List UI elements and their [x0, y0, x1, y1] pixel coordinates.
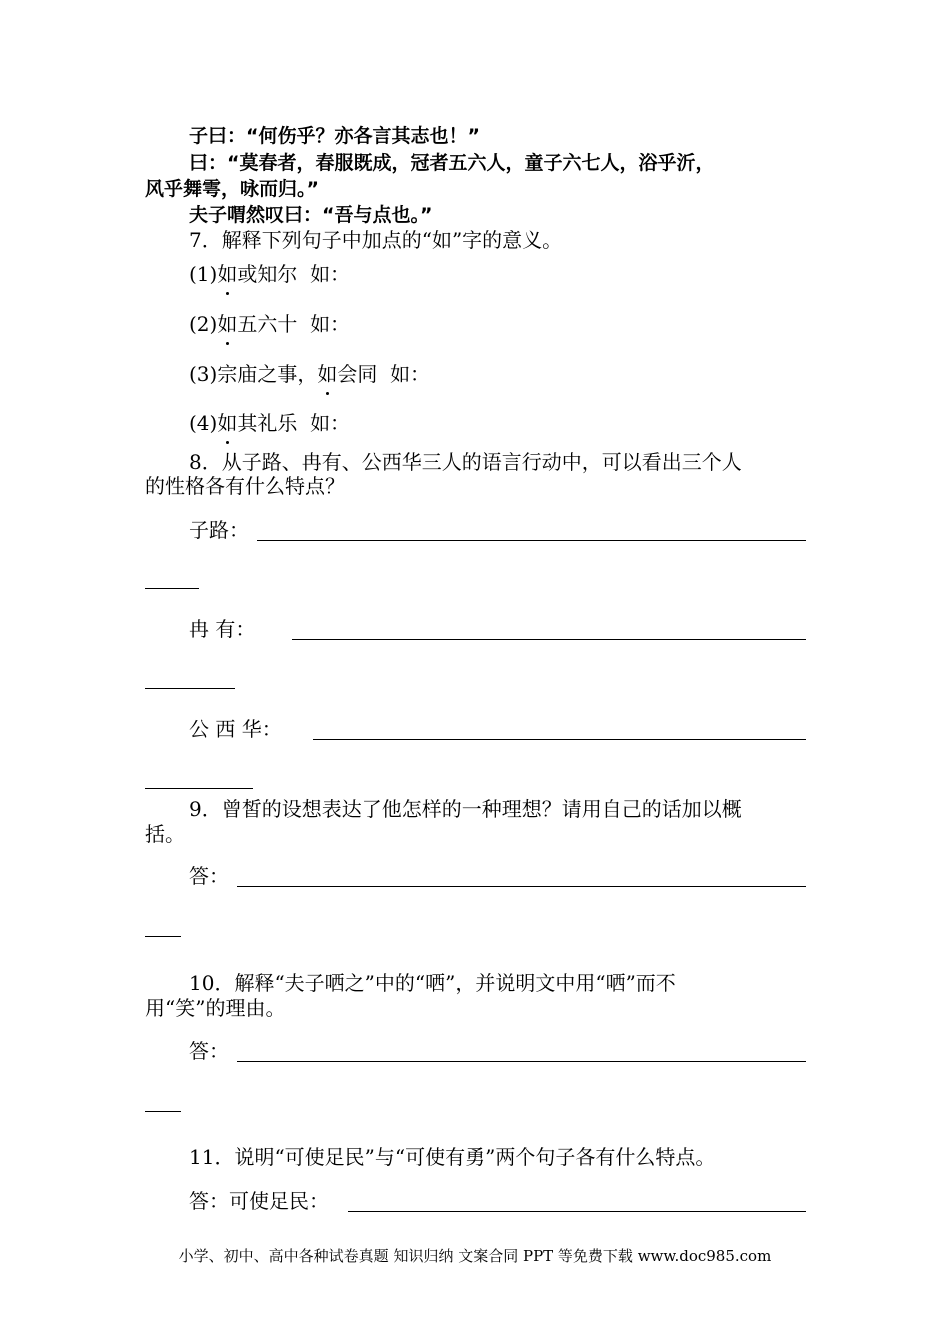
- q7-item-3-prefix: (3)宗庙之事，: [189, 362, 318, 386]
- answer-label-zilu: 子路：: [189, 518, 249, 542]
- answer-blank-q9[interactable]: [237, 886, 806, 887]
- q7-item-3-answer-label: 如：: [390, 362, 431, 386]
- q7-item-4-answer-label: 如：: [310, 411, 351, 435]
- answer-label-gongxihua: 公 西 华：: [189, 717, 282, 741]
- dotted-character: 如: [217, 312, 238, 336]
- q7-item-1-text: 或知尔: [237, 262, 298, 286]
- question-7-stem: 7．解释下列句子中加点的“如”字的意义。: [189, 228, 563, 252]
- dotted-character: 如: [317, 362, 338, 386]
- q7-item-2: [189, 312, 350, 336]
- q7-item-2-answer-label: 如：: [310, 312, 351, 336]
- question-11-stem: 11．说明“可使足民”与“可使有勇”两个句子各有什么特点。: [189, 1145, 716, 1169]
- passage-line-3: 风乎舞雩，咏而归。”: [145, 178, 319, 200]
- question-10-stem-line-1: 10．解释“夫子哂之”中的“哂”，并说明文中用“哂”而不: [189, 971, 676, 995]
- answer-blank-zilu[interactable]: [257, 540, 806, 541]
- question-9-stem-line-1: 9．曾皙的设想表达了他怎样的一种理想？请用自己的话加以概: [189, 797, 742, 821]
- q7-item-1-prefix: (1): [189, 262, 218, 286]
- answer-blank-zilu-continued[interactable]: [145, 588, 199, 589]
- page-footer: 小学、初中、高中各种试卷真题 知识归纳 文案合同 PPT 等免费下载 www.doc985.com: [178, 1247, 772, 1265]
- passage-line-1: 子曰：“何伤乎？亦各言其志也！”: [189, 125, 480, 147]
- question-8-stem-line-1: 8．从子路、冉有、公西华三人的语言行动中，可以看出三个人: [189, 450, 742, 474]
- answer-label-q11: 答：可使足民：: [189, 1189, 329, 1213]
- q7-item-2-prefix: (2): [189, 312, 218, 336]
- q7-item-4-prefix: (4): [189, 411, 218, 435]
- q7-item-1: [189, 262, 350, 286]
- passage-line-4: 夫子喟然叹曰：“吾与点也。”: [189, 204, 433, 226]
- answer-blank-ranyou[interactable]: [292, 639, 806, 640]
- q7-item-3-text: 会同: [337, 362, 378, 386]
- q7-item-1-answer-label: 如：: [310, 262, 351, 286]
- answer-blank-q9-continued[interactable]: [145, 936, 181, 937]
- question-10-stem-line-2: 用“笑”的理由。: [145, 996, 286, 1020]
- q7-item-4-text: 其礼乐: [237, 411, 298, 435]
- answer-blank-q10[interactable]: [237, 1061, 806, 1062]
- answer-blank-q11[interactable]: [348, 1211, 806, 1212]
- answer-blank-q10-continued[interactable]: [145, 1111, 181, 1112]
- answer-label-q9: 答：: [189, 864, 229, 888]
- q7-item-2-text: 五六十: [237, 312, 298, 336]
- answer-label-ranyou: 冉 有：: [189, 617, 256, 641]
- passage-line-2: 曰：“莫春者，春服既成，冠者五六人，童子六七人，浴乎沂，: [189, 152, 715, 174]
- q7-item-3: [189, 362, 430, 386]
- q7-item-4: [189, 411, 350, 435]
- answer-blank-ranyou-continued[interactable]: [145, 688, 235, 689]
- answer-blank-gongxihua[interactable]: [313, 739, 806, 740]
- question-9-stem-line-2: 括。: [145, 822, 185, 846]
- dotted-character: 如: [217, 411, 238, 435]
- answer-label-q10: 答：: [189, 1039, 229, 1063]
- dotted-character: 如: [217, 262, 238, 286]
- question-8-stem-line-2: 的性格各有什么特点？: [145, 474, 345, 498]
- answer-blank-gongxihua-continued[interactable]: [145, 788, 253, 789]
